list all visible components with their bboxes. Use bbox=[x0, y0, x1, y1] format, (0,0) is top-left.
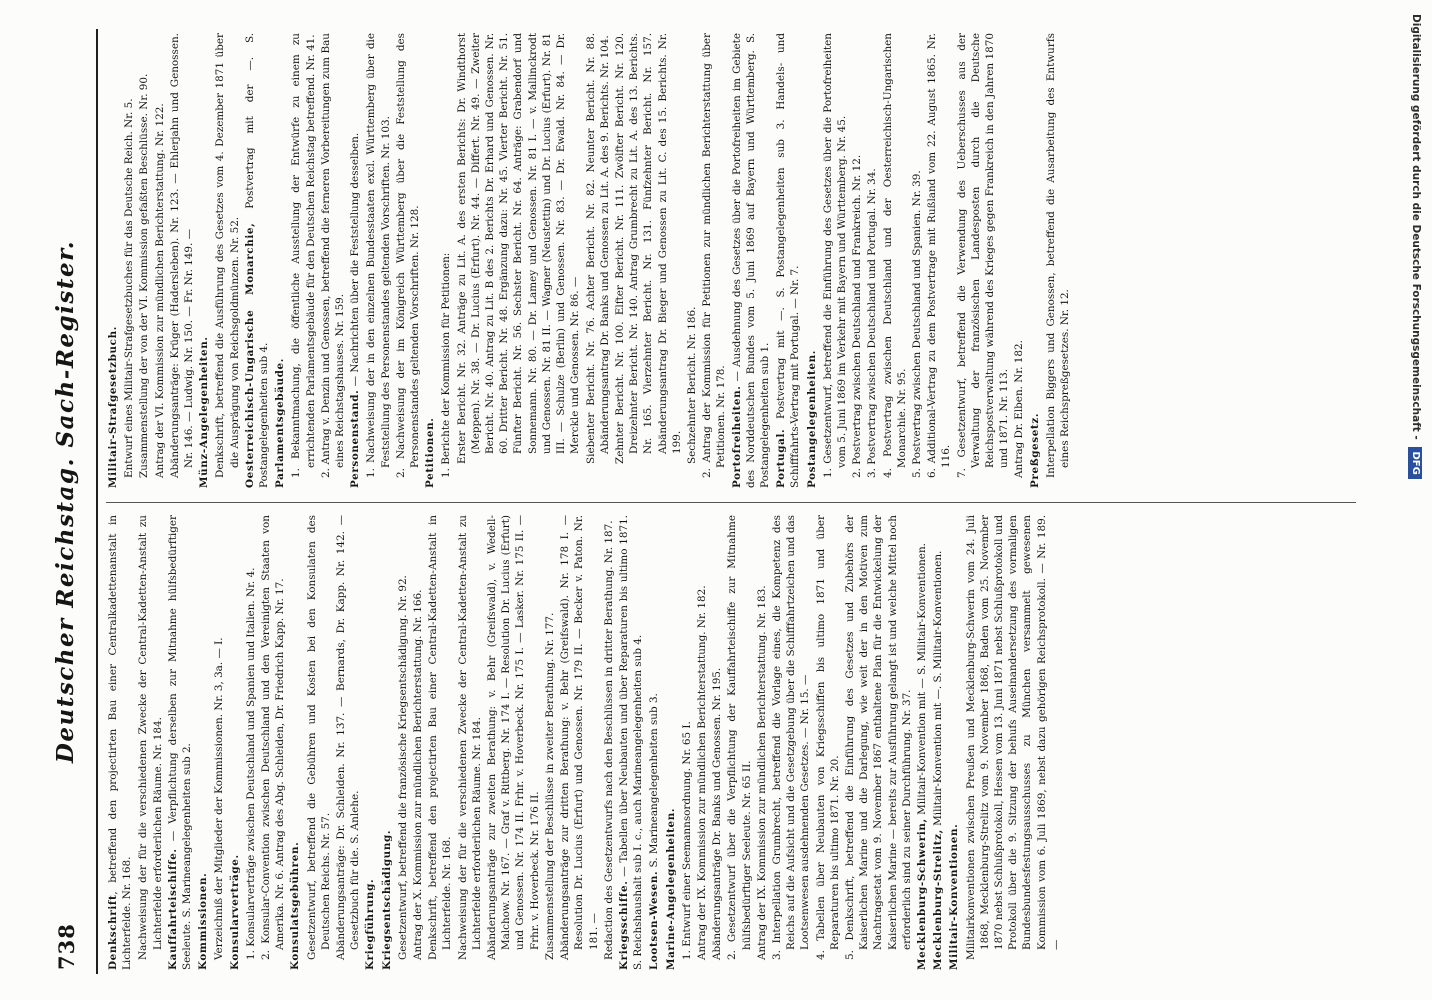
index-entry bbox=[685, 33, 699, 488]
entry-text: Entwurf einer Seemannsordnung. Nr. 65 I. bbox=[680, 721, 693, 947]
dfg-logo: DFG bbox=[1408, 447, 1422, 478]
index-entry bbox=[212, 515, 226, 970]
index-entry bbox=[243, 33, 271, 488]
page-header bbox=[46, 29, 98, 974]
entry-number: 3. bbox=[866, 468, 879, 478]
entry-number: 2. bbox=[726, 950, 739, 960]
index-entry bbox=[153, 33, 167, 488]
index-entry bbox=[680, 515, 694, 970]
entry-text: Siebenter Bericht. Nr. 76. Achter Bericht. Nr. 82. Neunter Bericht. Nr. 88. Abänderungsantrag Dr. Banks und Genossen zu Lit. A. des 9. Berichts. Nr. 104. bbox=[584, 33, 611, 464]
index-entry bbox=[348, 33, 362, 488]
entry-text: Postvertrag mit —. S. Postangelegenheiten sub 3. Handels- und Schifffahrts-Vertrag mit Portugal. — Nr. 7. bbox=[775, 33, 802, 488]
page-number: 738 bbox=[54, 923, 79, 970]
entry-number: 7. bbox=[955, 468, 968, 478]
entry-number: 2. bbox=[851, 468, 864, 478]
entry-number: 1. bbox=[244, 950, 257, 960]
index-entry bbox=[106, 515, 134, 970]
index-entry bbox=[426, 515, 454, 970]
entry-keyword: Portofreiheiten. bbox=[730, 385, 743, 488]
index-entry bbox=[925, 33, 953, 488]
index-entry bbox=[647, 515, 661, 970]
index-entry bbox=[617, 515, 645, 970]
entry-text: Konsularverträge zwischen Deutschland und Spanien und Italien. Nr. 4. bbox=[244, 567, 257, 947]
entry-keyword: Kauffahrteischiffe. bbox=[166, 848, 179, 970]
entry-text: Interpellation Biggers und Genossen, betreffend die Ausarbeitung des Entwurfs eines Reichspreßgesetzes. Nr. 12. bbox=[1044, 33, 1071, 478]
entry-number: 5. bbox=[910, 468, 923, 478]
index-entry bbox=[843, 515, 914, 970]
entry-text: Antrag der IX. Kommission zur mündlichen Berichterstattung. Nr. 183. bbox=[755, 585, 768, 960]
index-entry bbox=[613, 33, 684, 488]
index-entry bbox=[228, 515, 242, 970]
index-entry bbox=[850, 33, 864, 488]
index-entry bbox=[910, 33, 924, 488]
index-entry bbox=[710, 515, 724, 970]
entry-keyword: Kriegsentschädigung. bbox=[380, 829, 393, 970]
index-entry bbox=[380, 515, 394, 970]
index-entry bbox=[364, 33, 392, 488]
entry-text: Gesetzentwurf, betreffend die französische Kriegsentschädigung. Nr. 92. bbox=[396, 575, 409, 960]
right-column bbox=[106, 33, 1356, 488]
entry-number: 4. bbox=[881, 468, 894, 478]
entry-keyword: Mecklenburg-Schwerin, bbox=[915, 818, 928, 970]
left-column bbox=[106, 515, 1356, 970]
index-entry bbox=[695, 515, 709, 970]
entry-number: 1. bbox=[365, 468, 378, 478]
entry-text: Entwurf eines Militair-Strafgesetzbuches für das Deutsche Reich. Nr. 5. bbox=[123, 98, 136, 478]
entry-text: Redaction des Gesetzentwurfs nach den Beschlüssen in dritter Berathung. Nr. 187. bbox=[602, 520, 615, 960]
entry-number: 3. bbox=[770, 950, 783, 960]
entry-text: — Tabellen über Neubauten und über Reparaturen bis ultimo 1871. S. Reichshaushalt sub I. c., auch Marineangelegenheiten sub 4. bbox=[617, 515, 645, 970]
index-entry bbox=[915, 515, 929, 970]
entry-text: Militairkonventionen zwischen Preußen und Mecklenburg-Schwerin vom 24. Juli 1868, Mecklenburg-Strelitz vom 9. November 1868, Baden vom 25. November 1870 nebst Schlußprotokoll, Hessen vom 13. Juni 1871 nebst Schlußprotokoll und Protokoll über die 9. Sitzung der behufs Auseinandersetzung des vormaligen Bundesbundesfestungsausschusses zu München versammelt gewesenen Kommission vom 6. Juli 1869, nebst dazu gehörigen Reichsprotokoll. — Nr. 189. — bbox=[964, 515, 1062, 960]
entry-text: Antrag der VI. Kommission zur mündlichen Berichterstattung. Nr. 122. bbox=[153, 103, 166, 478]
entry-keyword: Kommissionen. bbox=[197, 872, 210, 970]
index-entry bbox=[805, 33, 819, 488]
index-entry bbox=[319, 33, 347, 488]
index-entry bbox=[439, 33, 453, 488]
entry-text: Gesetzentwurf, betreffend die Verwendung des Ueberschusses aus der Verwaltung der französischen Landesposten durch die Deutsche Reichspostverwaltung während des Krieges gegen Frankreich in den Jahren 1870 und 1871. Nr. 113. bbox=[955, 33, 1011, 468]
entry-text: Denkschrift, betreffend die Ausführung des Gesetzes vom 4. Dezember 1871 über die Ausprägung von Reichsgoldmünzen. Nr. 52. bbox=[214, 33, 241, 478]
index-entry bbox=[955, 33, 1012, 488]
index-entry bbox=[725, 515, 753, 970]
index-entry bbox=[305, 515, 333, 970]
index-entry bbox=[664, 515, 678, 970]
entry-text: Antrag Dr. Elben. Nr. 182. bbox=[1013, 340, 1026, 478]
index-entry bbox=[485, 515, 542, 970]
index-entry bbox=[197, 33, 211, 488]
entry-keyword: Portugal. bbox=[775, 428, 788, 488]
index-entry bbox=[136, 515, 164, 970]
entry-keyword: Kriegführung. bbox=[364, 878, 377, 970]
entry-keyword: Marine-Angelegenheiten. bbox=[664, 807, 677, 970]
index-entry bbox=[273, 33, 287, 488]
index-entry bbox=[774, 33, 802, 488]
entry-number: 6. bbox=[926, 468, 939, 478]
entry-text: Postvertrag mit der —. S. Postangelegenheiten sub 4. bbox=[243, 33, 271, 488]
index-entry bbox=[411, 515, 425, 970]
entry-keyword: Postangelegenheiten. bbox=[805, 350, 818, 488]
index-entry bbox=[700, 33, 728, 488]
entry-text: Militair-Konvention mit — S. Militair-Konventionen. bbox=[915, 543, 928, 819]
entry-text: Zusammenstellung der von der VI. Kommission gefaßten Beschlüsse. Nr. 90. bbox=[138, 73, 151, 478]
entry-text: Bekanntmachung, die öffentliche Ausstellung der Entwürfe zu einem zu errichtenden Parlamentsgebäude für den Deutschen Reichstag betreffend. Nr. 41. bbox=[290, 33, 317, 468]
entry-text: — Verpflichtung derselben zur Mitnahme hülfsbedürftiger Seeleute. S. Marineangelegenheiten sub 2. bbox=[166, 515, 194, 970]
entry-text: Konsular-Convention zwischen Deutschland und den Vereinigten Staaten von Amerika. Nr. 6. Antrag des Abg. Schleiden, Dr. Friedrich Kapp. Nr. 17. bbox=[260, 515, 287, 950]
index-entry bbox=[730, 33, 773, 488]
entry-number: 2. bbox=[319, 468, 332, 478]
entry-text: Verzeichniß der Mitglieder der Kommissionen. Nr. 3, 3a. — I. bbox=[213, 637, 226, 960]
index-entry bbox=[558, 515, 601, 970]
index-entry bbox=[964, 515, 1063, 970]
entry-text: Postvertrag zwischen Deutschland und Portugal. Nr. 34. bbox=[866, 168, 879, 465]
entry-text: — Nachrichten über die Feststellung desselben. bbox=[349, 132, 362, 390]
index-entry bbox=[137, 33, 151, 488]
index-entry bbox=[602, 515, 616, 970]
entry-text: Zehnter Bericht. Nr. 100. Elfter Bericht. Nr. 111. Zwölfter Bericht. Nr. 120. Dreizehnter Bericht. Nr. 140. Antrag Grumbrecht zu Lit. A. des 13. Berichts. Nr. 165. Vierzehnter Bericht. Nr. 131. Fünfzehnter Bericht. Nr. 157. Abänderungsantrag Dr. Bieger und Genossen zu Lit. C. des 15. Berichts. Nr. 199. bbox=[613, 33, 683, 464]
entry-keyword: Parlamentsgebäude. bbox=[274, 358, 287, 488]
entry-text: Denkschrift, betreffend die Einführung des Gesetzes und Zubehörs der Kaiserlichen Marine und die Darlegung, wie weit der in den Motiven zum Nachtragsetat vom 9. November 1867 enthaltene Plan für die Entwickelung der Kaiserlichen Marine — bereits zur Ausführung gelangt ist und welche Mittel noch erforderlich sind zu seiner Durchführung. Nr. 37. bbox=[843, 515, 913, 950]
index-entry bbox=[363, 515, 377, 970]
index-entry bbox=[455, 33, 583, 488]
entry-text: Additional-Vertrag zu dem Postvertrage mit Rußland vom 22. August 1865. Nr. 116. bbox=[926, 33, 953, 468]
entry-text: Berichte der Kommission für Petitionen: bbox=[440, 252, 453, 465]
entry-keyword: Konsularverträge. bbox=[228, 854, 241, 970]
entry-text: Abänderungsanträge zur zweiten Berathung: v. Behr (Greifswald), v. Wedell-Malchow. Nr. 167. — Graf v. Rittberg. Nr. 174 I. — Resolution Dr. Lucius (Erfurt) und Genossen. Nr. 174 II. Frhr. v. Hoverbeck. Nr. 175 I. — Lasker. Nr. 175 II. — Frhr. v. Hoverbeck. Nr. 176 II. bbox=[486, 515, 541, 960]
entry-number: 4. bbox=[814, 950, 827, 960]
index-entry bbox=[770, 515, 813, 970]
entry-number: 2. bbox=[394, 468, 407, 478]
entry-text: Zusammenstellung der Beschlüsse in zweiter Berathung. Nr. 177. bbox=[543, 612, 556, 960]
index-entry bbox=[1012, 33, 1026, 488]
entry-text: Erster Bericht. Nr. 32. Anträge zu Lit. A. des ersten Berichts: Dr. Windthorst (Meppen). Nr. 38. — Dr. Lucius (Erfurt). Nr. 44. — Differt. Nr. 49. — Zweiter Bericht. Nr. 40. Antrag zu Lit. B des 2. Berichts Dr. Erhard und Genossen. Nr. 60. Dritter Bericht. Nr. 48. Ergänzung dazu: Nr. 45. Vierter Bericht. Nr. 51. Fünfter Bericht. Nr. 56. Sechster Bericht. Nr. 64. Anträge: Grabendorf und Sonnemann. Nr. 80. — Dr. Lamey und Genossen. Nr. 81 I. — v. Mallinckrodt und Genossen. Nr. 81 II. — Wagner (Neustettin) und Dr. Lucius (Erfurt). Nr. 81 III. — Schulze (Berlin) und Genossen. Nr. 83. — Dr. Ewald. Nr. 84. — Dr. Merckle und Genossen. Nr. 86. — bbox=[455, 33, 582, 464]
entry-keyword: Oesterreichisch-Ungarische Monarchie, bbox=[243, 222, 256, 488]
index-entry bbox=[755, 515, 769, 970]
entry-text: Gesetzentwurf, betreffend die Gebühren und Kosten bei den Konsulaten des Deutschen Reichs. Nr. 57. bbox=[305, 515, 332, 960]
column-divider bbox=[106, 502, 1356, 503]
entry-text: Abänderungsanträge: Dr. Schleiden. Nr. 137. — Bernards, Dr. Kapp. Nr. 142. — Gesetzbuch für die. S. Anlehe. bbox=[335, 515, 362, 960]
index-entry bbox=[244, 515, 258, 970]
index-entry bbox=[289, 33, 317, 488]
index-entry bbox=[814, 515, 842, 970]
entry-keyword: Personenstand. bbox=[349, 389, 362, 488]
index-entry bbox=[456, 515, 484, 970]
index-entry bbox=[334, 515, 362, 970]
entry-text: Nachweisung der für die verschiedenen Zwecke der Central-Kadetten-Anstalt zu Lichterfelde erforderlichen Räume. Nr. 184. bbox=[456, 515, 483, 960]
index-entry bbox=[947, 515, 961, 970]
index-entry bbox=[423, 33, 437, 488]
index-entry bbox=[1028, 33, 1042, 488]
entry-number: 1. bbox=[821, 468, 834, 478]
index-entry bbox=[288, 515, 302, 970]
entry-number: 2. bbox=[260, 950, 273, 960]
entry-text: Antrag v. Denzin und Genossen, betreffend die ferneren Vorbereitungen zum Bau eines Reichstagshauses. Nr. 159. bbox=[319, 33, 347, 468]
index-entry bbox=[931, 515, 945, 970]
index-entry bbox=[584, 33, 612, 488]
index-columns bbox=[106, 33, 1356, 970]
entry-text: Abänderungsanträge: Krüger (Hadersleben). Nr. 123. — Ehlerjahn und Genossen. Nr. 146. — Ludwig. Nr. 150. — Fr. Nr. 149. — bbox=[168, 33, 196, 478]
entry-text: Sechzehnter Bericht. Nr. 186. bbox=[685, 306, 698, 464]
entry-text: Gesetzentwurf, betreffend die Einführung des Gesetzes über die Portofreiheiten vom 5. Juni 1869 im Verkehr mit Bayern und Württemberg. Nr. 45. bbox=[821, 33, 848, 468]
entry-text: Postvertrag zwischen Deutschland und Spanien. Nr. 39. bbox=[910, 170, 923, 465]
index-entry bbox=[1044, 33, 1072, 488]
entry-text: Antrag der IX. Kommission zur mündlichen Berichterstattung. Nr. 182. bbox=[695, 585, 708, 960]
entry-text: Denkschrift, betreffend den projectirten Bau einer Central-Kadetten-Anstalt in Lichterfelde. Nr. 168. bbox=[427, 515, 454, 960]
index-entry bbox=[106, 33, 120, 488]
index-entry bbox=[166, 515, 194, 970]
entry-keyword: Preßgesetz. bbox=[1028, 412, 1041, 488]
entry-keyword: Militair-Strafgesetzbuch. bbox=[107, 326, 119, 488]
index-entry bbox=[122, 33, 136, 488]
entry-keyword: Kriegsschiffe. bbox=[617, 880, 630, 970]
entry-text: Antrag der Kommission für Petitionen zur mündlichen Berichterstattung über Petitionen. Nr. 178. bbox=[701, 33, 728, 468]
entry-keyword: Denkschrift bbox=[107, 894, 119, 970]
index-entry bbox=[259, 515, 287, 970]
index-entry bbox=[213, 33, 241, 488]
caption-text: Digitalisierung gefördert durch die Deutsche Forschungsgemeinschaft - bbox=[1410, 14, 1422, 440]
entry-keyword: Konsulatsgebühren. bbox=[289, 841, 302, 970]
entry-text: Interpellation Grumbrecht, betreffend die Vorlage eines, die Kompetenz des Reichs auf die Aufsicht und die Gesetzgebung über die Schifffahrtzeichen und das Lootsenwesen ausdehnenden Gesetzes. — Nr. 15. — bbox=[770, 515, 812, 950]
running-head: Deutscher Reichstag. Sach-Register. bbox=[52, 239, 79, 764]
entry-text: Nachweisung der im Königreich Württemberg über die Feststellung des Personenstandes geltenden Vorschriften. Nr. 128. bbox=[394, 33, 422, 468]
entry-keyword: Lootsen-Wesen. bbox=[648, 870, 661, 970]
entry-text: , betreffend den projectirten Bau einer Centralkadettenanstalt in Lichterfelde. Nr. 168. bbox=[107, 515, 134, 970]
index-entry bbox=[396, 515, 410, 970]
index-entry bbox=[821, 33, 849, 488]
index-entry bbox=[881, 33, 909, 488]
index-entry bbox=[865, 33, 879, 488]
entry-text: Abänderungsanträge zur dritten Berathung: v. Behr (Greifswald). Nr. 178 I. — Resolution Dr. Lucius (Erfurt) und Genossen. Nr. 179 II. — Becker v. Paton. Nr. 181. — bbox=[559, 515, 600, 960]
entry-text: Nachweisung der für die verschiedenen Zwecke der Central-Kadetten-Anstalt zu Lichterfelde erforderlichen Räume. Nr. 184. bbox=[137, 515, 164, 960]
entry-text: Gesetzentwurf über die Verpflichtung der Kauffahrteischiffe zur Mitnahme hülfsbedürftiger Seeleute. Nr. 65 II. bbox=[726, 515, 753, 950]
index-entry bbox=[168, 33, 196, 488]
entry-text: S. Marineangelegenheiten sub 3. bbox=[648, 693, 661, 871]
rotated-page bbox=[46, 29, 1366, 974]
entry-number: 1. bbox=[290, 468, 303, 478]
entry-keyword: Mecklenburg-Strelitz, bbox=[932, 829, 945, 970]
index-entry bbox=[543, 515, 557, 970]
entry-text: Postvertrag zwischen Deutschland und Frankreich. Nr. 12. bbox=[851, 154, 864, 465]
index-entry bbox=[394, 33, 422, 488]
entry-text: Antrag der X. Kommission zur mündlichen Berichterstattung. Nr. 166. bbox=[412, 589, 425, 960]
entry-number: 5. bbox=[843, 950, 856, 960]
entry-keyword: Münz-Angelegenheiten. bbox=[198, 336, 211, 488]
digitization-caption bbox=[1408, 14, 1428, 574]
entry-text: Militair-Konvention mit —. S. Militair-Konventionen. bbox=[932, 550, 945, 830]
entry-text: — Ausdehnung des Gesetzes über die Portofreiheiten im Gebiete des Norddeutschen Bundes vom 5. Juni 1869 auf Bayern und Württemberg. S. Postangelegenheiten sub 1. bbox=[730, 33, 771, 488]
entry-number: 2. bbox=[701, 468, 714, 478]
entry-text: Nachweisung der in den einzelnen Bundesstaaten excl. Württemberg über die Feststellung des Personenstandes geltenden Vorschriften. Nr. 103. bbox=[365, 33, 392, 468]
entry-text: Abänderungsanträge Dr. Banks und Genossen. Nr. 195. bbox=[711, 667, 724, 960]
entry-text: Postvertrag zwischen Deutschland und der Oesterreichisch-Ungarischen Monarchie. Nr. 95. bbox=[881, 33, 908, 468]
entry-keyword: Militair-Konventionen. bbox=[948, 823, 961, 970]
entry-text: Tabellen über Neubauten von Kriegsschiffen bis ultimo 1871 und über Reparaturen bis ultimo 1871. Nr. 20. bbox=[814, 515, 841, 950]
entry-keyword: Petitionen. bbox=[424, 417, 437, 488]
index-entry bbox=[196, 515, 210, 970]
entry-number: 1. bbox=[440, 468, 453, 478]
entry-number: 1. bbox=[680, 950, 693, 960]
